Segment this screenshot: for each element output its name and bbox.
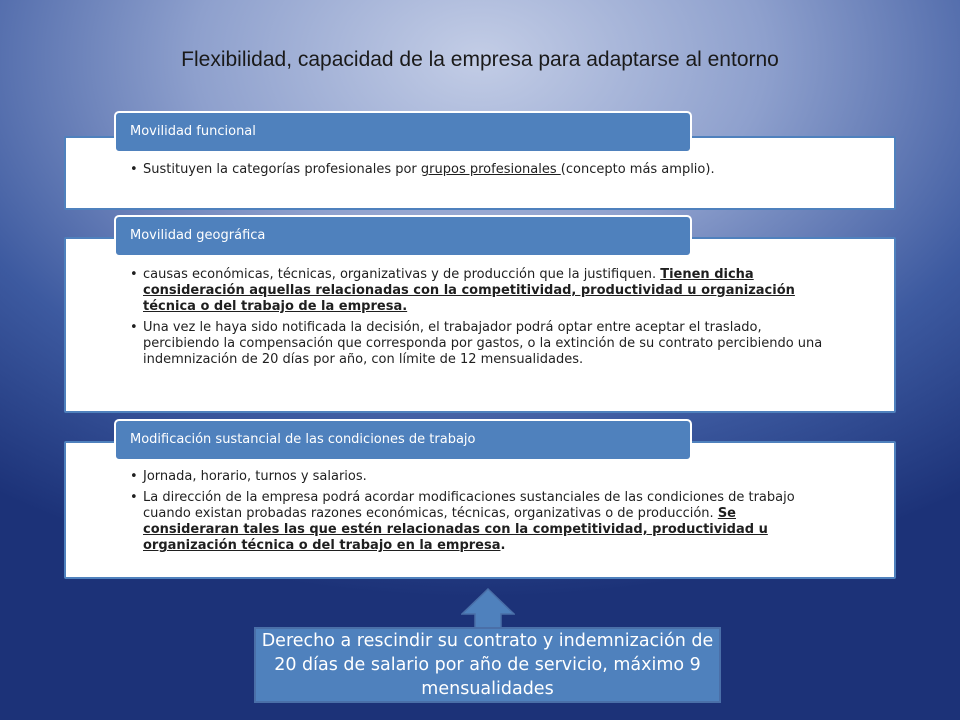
emphasis-text: Tienen dicha consideración aquellas relacionadas con la competitividad, productividad u organización técnica o del trabajo de la empresa. xyxy=(143,267,795,314)
bottom-callout-box: Derecho a rescindir su contrato y indemnización de 20 días de salario por año de servicio, máximo 9 mensualidades xyxy=(254,627,721,703)
underlined-term: grupos profesionales xyxy=(420,162,561,177)
bullet-text: (concepto más amplio). xyxy=(560,162,715,177)
bullet-item xyxy=(130,320,836,368)
section-box-modificacion-sustancial xyxy=(64,441,896,579)
up-arrow-icon xyxy=(461,588,515,632)
section-heading-movilidad-geografica: Movilidad geográfica xyxy=(114,215,692,257)
bullet-text: Sustituyen la categorías profesionales por xyxy=(143,162,421,177)
bullet-text: La dirección de la empresa podrá acordar modificaciones sustanciales de las condiciones de trabajo cuando existan probadas razones económicas, técnicas, organizativas o de producción. xyxy=(143,490,795,521)
bullet-item xyxy=(130,469,824,485)
section-heading-modificacion-sustancial: Modificación sustancial de las condiciones de trabajo xyxy=(114,419,692,461)
section-box-movilidad-geografica xyxy=(64,237,896,413)
bullet-text: causas económicas, técnicas, organizativas y de producción que la justifiquen. xyxy=(143,267,661,282)
section-heading-movilidad-funcional: Movilidad funcional xyxy=(114,111,692,153)
bullet-text: Una vez le haya sido notificada la decisión, el trabajador podrá optar entre aceptar el traslado, percibiendo la compensación que corresponda por gastos, o la extinción de su contrato percibiendo una indemnización de 20 días por año, con límite de 12 mensualidades. xyxy=(143,320,823,367)
bullet-item xyxy=(130,490,824,554)
bullet-item xyxy=(130,162,882,178)
bullet-text: . xyxy=(500,538,506,553)
bullet-item xyxy=(130,267,836,315)
emphasis-text: Se consideraran tales las que estén relacionadas con la competitividad, productividad u organización técnica o del trabajo en la empresa xyxy=(143,506,768,553)
bullet-text: Jornada, horario, turnos y salarios. xyxy=(143,469,367,484)
slide-title: Flexibilidad, capacidad de la empresa para adaptarse al entorno xyxy=(181,48,779,71)
